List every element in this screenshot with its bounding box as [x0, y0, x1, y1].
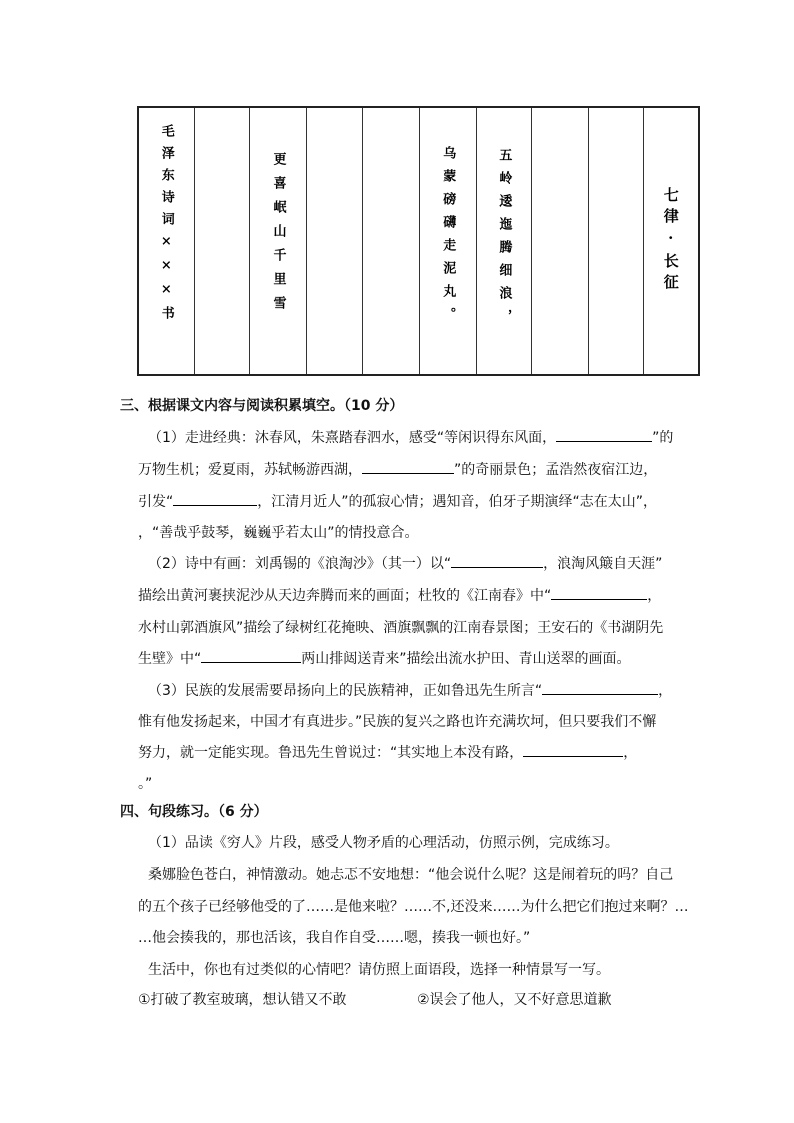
grid-column — [532, 108, 589, 374]
q3-line-2: 惟有他发扬起来，中国才有真进步。”民族的复兴之路也许充满坎坷，但只要我们不懈 — [138, 714, 657, 730]
task-prompt: 生活中，你也有过类似的心情吧？请仿照上面语段，选择一种情景写一写。 — [148, 962, 610, 978]
answer-blank[interactable] — [556, 427, 652, 442]
q1-line-4: ，“善哉乎鼓琴，巍巍乎若太山”的情投意合。 — [138, 525, 419, 541]
section-3-heading: 三、根据课文内容与阅读积累填空。（10 分） — [120, 398, 404, 414]
q2-line-4: 生壁》中“ 两山排闼送青来”描绘出流水护田、青山送翠的画面。 — [138, 648, 631, 668]
option-2: ②误会了他人，又不好意思道歉 — [417, 992, 612, 1008]
grid-column — [644, 108, 698, 374]
q1-line-1: （1）走进经典：沐春风，朱熹踏春泗水，感受“等闲识得东风面， ”的 — [148, 427, 673, 447]
q2-line-1: （2）诗中有画：刘禹锡的《浪淘沙》（其一）以“ ，浪淘风簸自天涯” — [148, 553, 662, 573]
q3-line-1: （3）民族的发展需要昂扬向上的民族精神，正如鲁迅先生所言“ ， — [148, 680, 672, 700]
section-4-heading: 四、句段练习。（6 分） — [120, 804, 268, 820]
grid-column — [307, 108, 364, 374]
q1-line-2: 万物生机；爱夏雨，苏轼畅游西湖， ”的奇丽景色；孟浩然夜宿江边， — [138, 459, 657, 479]
passage-line: 桑娜脸色苍白，神情激动。她忐忑不安地想：“他会说什么呢？这是闹着玩的吗？自己 — [148, 867, 674, 883]
answer-blank[interactable] — [551, 585, 647, 600]
passage-line: …他会揍我的，那也活该，我自作自受……嗯，揍我一顿也好。” — [138, 930, 531, 946]
grid-column — [363, 108, 420, 374]
q2-line-2: 描绘出黄河裹挟泥沙从天边奔腾而来的画面；杜牧的《江南春》中“ ， — [138, 585, 661, 605]
grid-column — [250, 108, 307, 374]
grid-column — [420, 108, 477, 374]
passage-line: 的五个孩子已经够他受的了……是他来啦？……不,还没来……为什么把它们抱过来啊？… — [138, 899, 689, 915]
grid-verse-line: 乌蒙磅礴走泥丸。 — [440, 146, 456, 330]
grid-verse-line: 五岭逶迤腾细浪， — [496, 148, 512, 332]
answer-blank[interactable] — [173, 491, 257, 506]
answer-blank[interactable] — [451, 553, 543, 568]
calligraphy-grid — [137, 106, 700, 376]
answer-blank[interactable] — [523, 742, 623, 757]
s4-instruction: （1）品读《穷人》片段，感受人物矛盾的心理活动，仿照示例，完成练习。 — [148, 835, 619, 851]
q3-line-4: 。” — [138, 776, 153, 792]
q3-line-3: 努力，就一定能实现。鲁迅先生曾说过：“其实地上本没有路， ， — [138, 742, 637, 762]
grid-verse-line: 更喜岷山千里雪 — [270, 152, 286, 320]
grid-column — [589, 108, 645, 374]
grid-column — [195, 108, 251, 374]
answer-blank[interactable] — [201, 648, 301, 663]
grid-poem-title: 七律·长征 — [661, 187, 680, 295]
grid-signature: 毛泽东诗词×××书 — [158, 124, 174, 328]
q2-line-3: 水村山郭酒旗风”描绘了绿树红花掩映、酒旗飘飘的江南春景图；王安石的《书湖阴先 — [138, 620, 664, 636]
grid-column — [139, 108, 195, 374]
answer-blank[interactable] — [362, 459, 454, 474]
option-1: ①打破了教室玻璃，想认错又不敢 — [138, 992, 347, 1008]
grid-column — [477, 108, 533, 374]
q1-line-3: 引发“ ，江清月近人”的孤寂心情；遇知音，伯牙子期演绎“志在太山”， — [138, 491, 657, 511]
answer-blank[interactable] — [542, 680, 658, 695]
